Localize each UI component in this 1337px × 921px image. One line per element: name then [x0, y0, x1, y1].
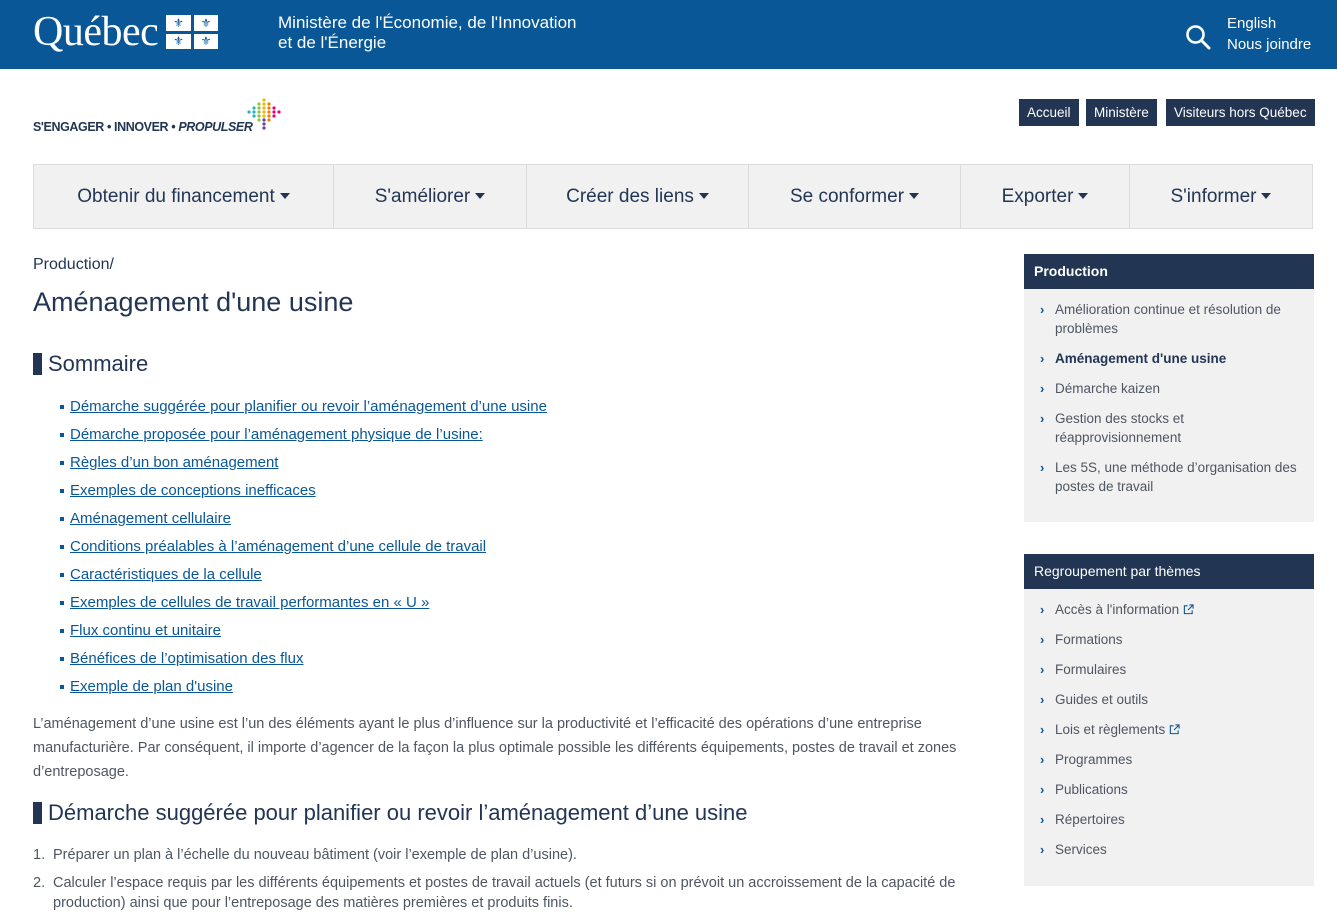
intro-paragraph: L’aménagement d’une usine est l’un des éléments ayant le plus d’influence sur la productivité et l’efficacité des opérations d’une entreprise manufacturière. Par conséquent, il importe d’agencer de la façon la plus optimale possible les différents équipements, postes de travail et zones d’entreposage.	[33, 716, 957, 780]
sidebar-item[interactable]	[1024, 376, 1314, 401]
sidebar-item-current[interactable]	[1024, 346, 1314, 371]
main-navigation	[33, 164, 1313, 229]
sidebar-item-label[interactable]: Publications	[1055, 782, 1128, 797]
sidebar-item-label[interactable]: Accès à l'information	[1055, 602, 1180, 617]
caret-down-icon	[475, 193, 485, 199]
list-item	[70, 536, 547, 564]
sidebar-themes	[1024, 554, 1314, 886]
list-item	[70, 676, 547, 704]
brand-slogan	[33, 120, 253, 134]
sidebar-item[interactable]	[1024, 717, 1314, 742]
nav-label: Se conformer	[789, 185, 905, 207]
toc-link[interactable]: Exemple de plan d'usine	[70, 678, 233, 695]
nav-label: S'améliorer	[374, 185, 471, 207]
nav-creer-des-liens[interactable]	[527, 165, 749, 228]
ministere-button[interactable]: Ministère	[1086, 99, 1157, 126]
caret-down-icon	[1078, 193, 1088, 199]
ministry-name-line1: Ministère de l'Économie, de l'Innovation	[278, 13, 577, 32]
nav-label: Exporter	[1001, 185, 1074, 207]
sidebar-item-label[interactable]: Les 5S, une méthode d’organisation des postes de travail	[1055, 460, 1297, 494]
chevron-right-icon: ›	[1040, 351, 1045, 366]
english-link[interactable]: English	[1227, 15, 1277, 32]
chevron-right-icon: ›	[1040, 842, 1045, 857]
heading-bar	[33, 353, 42, 375]
chevron-right-icon: ›	[1040, 812, 1045, 827]
chevron-right-icon: ›	[1040, 381, 1045, 396]
steps-list	[33, 845, 993, 921]
nav-exporter[interactable]	[961, 165, 1130, 228]
chevron-right-icon: ›	[1040, 602, 1045, 617]
list-item	[33, 845, 993, 865]
sidebar-item[interactable]	[1024, 297, 1314, 341]
sidebar-item-label[interactable]: Démarche kaizen	[1055, 381, 1161, 396]
search-icon[interactable]	[1185, 24, 1211, 50]
list-item	[70, 592, 547, 620]
toc-link[interactable]: Démarche suggérée pour planifier ou revoir l’aménagement d’une usine	[70, 398, 547, 415]
sidebar-item-label[interactable]: Gestion des stocks et réapprovisionnement	[1055, 411, 1185, 445]
list-item	[70, 648, 547, 676]
brand-slogan-part2: PROPULSER	[178, 120, 253, 134]
nav-se-conformer[interactable]	[749, 165, 961, 228]
summary-heading	[33, 351, 148, 377]
fleur-de-lys-flag-icon: ⚜ ⚜ ⚜ ⚜	[166, 15, 218, 49]
sidebar-item-label[interactable]: Répertoires	[1055, 812, 1125, 827]
external-link-icon	[1169, 724, 1180, 735]
toc-link[interactable]: Aménagement cellulaire	[70, 510, 231, 527]
top-banner	[0, 0, 1337, 69]
chevron-right-icon: ›	[1040, 722, 1045, 737]
step-number: 1.	[33, 847, 46, 863]
list-item	[70, 396, 547, 424]
summary-heading-text: Sommaire	[48, 351, 149, 376]
sidebar-production	[1024, 254, 1314, 522]
caret-down-icon	[1261, 193, 1271, 199]
toc-link[interactable]: Démarche proposée pour l’aménagement physique de l’usine:	[70, 426, 483, 443]
sidebar-item[interactable]	[1024, 807, 1314, 832]
sidebar-item[interactable]	[1024, 687, 1314, 712]
toc-link[interactable]: Caractéristiques de la cellule	[70, 566, 262, 583]
quebec-logo-word: Québec	[33, 9, 159, 55]
chevron-right-icon: ›	[1040, 460, 1045, 475]
list-item	[70, 480, 547, 508]
sidebar-themes-title: Regroupement par thèmes	[1024, 554, 1314, 589]
nav-label: Créer des liens	[566, 185, 694, 207]
caret-down-icon	[909, 193, 919, 199]
sidebar-item-label: Aménagement d'une usine	[1055, 351, 1227, 366]
caret-down-icon	[280, 193, 290, 199]
nav-label: S'informer	[1170, 185, 1257, 207]
chevron-right-icon: ›	[1040, 752, 1045, 767]
contact-link[interactable]: Nous joindre	[1227, 36, 1312, 53]
sidebar-item-label[interactable]: Amélioration continue et résolution de problèmes	[1055, 302, 1281, 336]
sidebar-item-label[interactable]: Guides et outils	[1055, 692, 1149, 707]
sidebar-item[interactable]	[1024, 597, 1314, 622]
sidebar-item-label[interactable]: Programmes	[1055, 752, 1133, 767]
sidebar-item[interactable]	[1024, 406, 1314, 450]
sidebar-item[interactable]	[1024, 455, 1314, 499]
section-heading-text: Démarche suggérée pour planifier ou revoir l’aménagement d’une usine	[48, 800, 748, 825]
sidebar-item[interactable]	[1024, 777, 1314, 802]
ministry-name	[278, 13, 577, 53]
sidebar-production-title: Production	[1024, 254, 1314, 289]
toc-link[interactable]: Exemples de conceptions inefficaces	[70, 482, 316, 499]
toc-link[interactable]: Flux continu et unitaire	[70, 622, 221, 639]
sidebar-item[interactable]	[1024, 627, 1314, 652]
sidebar-item-label[interactable]: Formations	[1055, 632, 1123, 647]
chevron-right-icon: ›	[1040, 302, 1045, 317]
chevron-right-icon: ›	[1040, 692, 1045, 707]
list-item	[33, 873, 993, 913]
accueil-button[interactable]: Accueil	[1019, 99, 1079, 126]
chevron-right-icon: ›	[1040, 782, 1045, 797]
toc-link[interactable]: Bénéfices de l’optimisation des flux	[70, 650, 304, 667]
nav-s-ameliorer[interactable]	[334, 165, 527, 228]
summary-list	[70, 396, 547, 704]
sidebar-item-label[interactable]: Formulaires	[1055, 662, 1127, 677]
nav-label: Obtenir du financement	[77, 185, 275, 207]
quebec-logo[interactable]	[33, 6, 218, 58]
breadcrumb	[33, 256, 114, 274]
list-item	[70, 452, 547, 480]
chevron-right-icon: ›	[1040, 632, 1045, 647]
step-number: 2.	[33, 875, 46, 891]
sidebar-production-list	[1024, 289, 1314, 505]
nav-s-informer[interactable]	[1130, 165, 1312, 228]
list-item	[70, 424, 547, 452]
brand-slogan-part1: S'ENGAGER • INNOVER •	[33, 120, 179, 134]
sidebar-item[interactable]	[1024, 747, 1314, 772]
sidebar-item[interactable]	[1024, 837, 1314, 862]
sidebar-item-label[interactable]: Services	[1055, 842, 1107, 857]
section-heading-demarche	[33, 800, 748, 826]
heading-bar	[33, 802, 42, 824]
nav-obtenir-du-financement[interactable]	[34, 165, 334, 228]
chevron-right-icon: ›	[1040, 662, 1045, 677]
visiteurs-hors-quebec-button[interactable]: Visiteurs hors Québec	[1166, 99, 1315, 126]
toc-link[interactable]: Règles d’un bon aménagement	[70, 454, 279, 471]
page-title: Aménagement d'une usine	[33, 287, 354, 317]
ministry-name-line2: et de l'Énergie	[278, 33, 387, 52]
sidebar-item-label[interactable]: Lois et règlements	[1055, 722, 1166, 737]
list-item	[70, 564, 547, 592]
sidebar-item[interactable]	[1024, 657, 1314, 682]
caret-down-icon	[699, 193, 709, 199]
step-text: Préparer un plan à l’échelle du nouveau bâtiment (voir l’exemple de plan d’usine).	[53, 847, 577, 863]
dots-arrow-logo-icon	[228, 98, 284, 134]
chevron-right-icon: ›	[1040, 411, 1045, 426]
list-item	[70, 620, 547, 648]
breadcrumb-production[interactable]: Production/	[33, 256, 114, 273]
toc-link[interactable]: Exemples de cellules de travail performantes en « U »	[70, 594, 430, 611]
toc-link[interactable]: Conditions préalables à l’aménagement d’une cellule de travail	[70, 538, 487, 555]
sidebar-themes-list	[1024, 589, 1314, 868]
list-item	[70, 508, 547, 536]
step-text: Calculer l’espace requis par les différents équipements et postes de travail actuels (et futurs si on prévoit un accroissement de la capacité de production) ainsi que pour l’entreposage des matières premières et produits finis.	[53, 875, 956, 911]
external-link-icon	[1183, 604, 1194, 615]
top-links	[1227, 13, 1311, 55]
